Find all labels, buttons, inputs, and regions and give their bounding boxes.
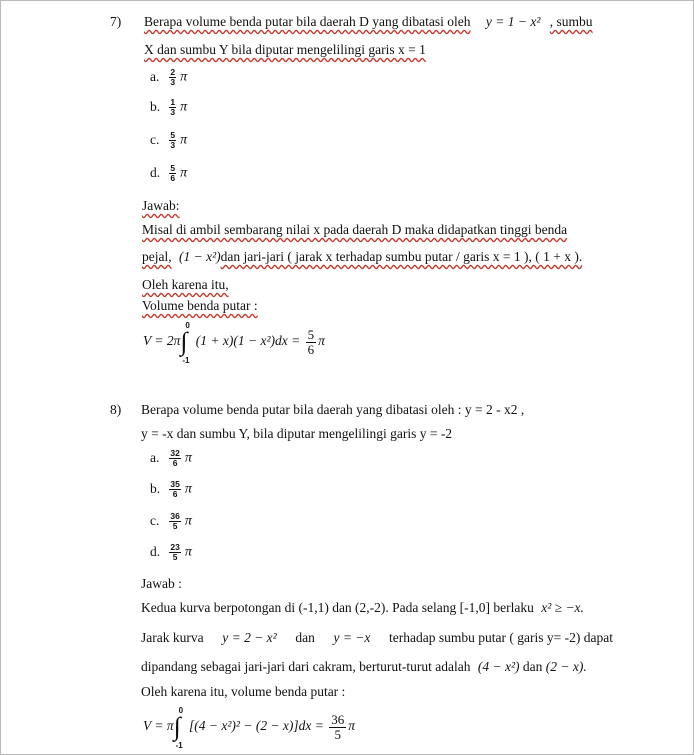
q8-answer-line1: Kedua kurva berpotongan di (-1,1) dan (2,-2). Pada selang [-1,0] berlaku x² ≥ −x. (141, 600, 584, 615)
pi-symbol: π (180, 99, 188, 115)
q7-option-a: a. $\frac{2}{3}$ π (150, 67, 188, 87)
pi-symbol: π (184, 544, 192, 560)
q7-option-b: b. $\frac{1}{3}$ π (150, 97, 188, 117)
q8-option-a-fraction: $\frac{32}{6}$ (170, 448, 180, 468)
q8-line1: Berapa volume benda putar bila daerah yang dibatasi oleh : y = 2 - x2 , (141, 402, 525, 417)
q8-answer-line2: Jarak kurva y = 2 − x² dan y = −x terhadap sumbu putar ( garis y= -2) dapat (141, 630, 613, 645)
q7-option-c: c. $\frac{5}{3}$ π (150, 130, 188, 150)
q8-option-c: c. $\frac{36}{5}$ π (150, 511, 192, 531)
q7-answer-line4: Volume benda putar : (142, 298, 258, 313)
q7-answer-line3: Oleh karena itu, (142, 277, 229, 292)
q7-answer-line2: pejal, (1 − x²)dan jari-jari ( jarak x terhadap sumbu putar / garis x = 1 ), ( 1 + x ). (142, 249, 583, 264)
q7-line1 (144, 14, 593, 30)
pi-symbol: π (180, 165, 188, 181)
q7-option-b-fraction: $\frac{1}{3}$ (170, 97, 176, 117)
q8-answer-line4: Oleh karena itu, volume benda putar : (141, 684, 346, 699)
q7-equation: y = 1 − x² (485, 14, 541, 29)
pi-symbol: π (180, 132, 188, 148)
q7-option-c-fraction: $\frac{5}{3}$ (170, 130, 176, 150)
q7-line2: X dan sumbu Y bila diputar mengelilingi garis x = 1 (144, 42, 426, 57)
q8-option-d-fraction: $\frac{23}{5}$ (170, 542, 180, 562)
q8-formula: V = π∫ 0 -1 [(4 − x²)² − (2 − x)]dx = $\frac{36}{5}$ π (143, 706, 356, 750)
q8-option-a: a. $\frac{32}{6}$ π (150, 448, 192, 468)
q7-option-d-fraction: $\frac{5}{6}$ (170, 163, 176, 183)
pi-symbol: π (184, 481, 192, 497)
pi-symbol: π (180, 69, 188, 85)
q8-answer-line3: dipandang sebagai jari-jari dari cakram, berturut-turut adalah (4 − x²) dan (2 − x). (141, 659, 587, 674)
q8-number: 8) (110, 402, 122, 417)
q8-answer-label: Jawab : (141, 576, 182, 591)
q8-option-b: b. $\frac{35}{6}$ π (150, 479, 192, 499)
q7-answer-line1: Misal di ambil sembarang nilai x pada daerah D maka didapatkan tinggi benda (142, 222, 568, 237)
q8-option-d: d. $\frac{23}{5}$ π (150, 542, 192, 562)
q8-formula-fraction: $\frac{36}{5}$ (331, 711, 345, 742)
integral-sign: ∫ 0 -1 (173, 706, 184, 750)
q7-option-d: d. $\frac{5}{6}$ π (150, 163, 188, 183)
q7-line1-pre: Berapa volume benda putar bila daerah D yang dibatasi oleh (144, 14, 471, 29)
q8-line2: y = -x dan sumbu Y, bila diputar mengelilingi garis y = -2 (141, 426, 453, 441)
pi-symbol: π (184, 513, 192, 529)
q7-formula-fraction: $\frac{5}{6}$ (307, 326, 315, 357)
q7-answer-label: Jawab: (142, 198, 180, 213)
q7-formula: V = 2π∫ 0 -1 (1 + x)(1 − x²)dx = $\frac{5}{6}$ π (143, 321, 325, 365)
integral-sign: ∫ 0 -1 (180, 321, 190, 365)
q8-option-c-fraction: $\frac{36}{5}$ (170, 511, 180, 531)
q7-line1-post: , sumbu (549, 14, 593, 29)
q8-option-b-fraction: $\frac{35}{6}$ (170, 479, 180, 499)
pi-symbol: π (184, 450, 192, 466)
q7-number: 7) (110, 14, 122, 29)
q7-option-a-fraction: $\frac{2}{3}$ (170, 67, 176, 87)
